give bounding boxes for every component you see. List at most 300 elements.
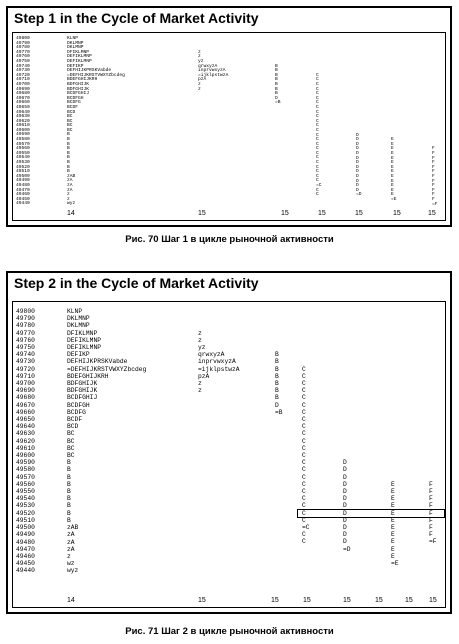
- tpo-letters: F: [432, 146, 435, 152]
- figure-caption: Рис. 70 Шаг 1 в цикле рыночной активности: [125, 234, 334, 245]
- tpo-letters: C: [316, 137, 319, 143]
- tpo-letters: z: [198, 329, 202, 337]
- tpo-letters: B: [67, 150, 70, 156]
- tpo-column: [343, 459, 351, 553]
- price-level: 49530: [16, 160, 30, 166]
- tpo-letters: BCDFGHIJ: [67, 394, 98, 402]
- tpo-letters: z: [198, 49, 201, 55]
- tpo-letters: C: [316, 146, 319, 152]
- tpo-letters: D: [356, 132, 359, 138]
- tpo-letters: BCDFGH: [67, 401, 90, 409]
- price-level: 49550: [16, 488, 35, 496]
- tpo-column: [391, 138, 397, 202]
- price-level: 49670: [16, 95, 30, 101]
- price-level: 49640: [16, 109, 30, 115]
- tpo-letters: E: [391, 183, 394, 189]
- tpo-letters: C: [302, 437, 306, 445]
- tpo-letters: E: [391, 146, 394, 152]
- tpo-letters: BC: [67, 444, 75, 452]
- tpo-letters: BC: [67, 430, 75, 438]
- tpo-letters: E: [391, 169, 394, 175]
- tpo-letters: DEFIKP: [67, 351, 90, 359]
- tpo-letters: BCDF: [67, 104, 79, 110]
- tpo-letters: F: [432, 155, 435, 161]
- tpo-letters: BDFGHIJK: [67, 387, 98, 395]
- tpo-letters: C: [316, 77, 319, 83]
- tpo-letters: F: [432, 173, 435, 179]
- tpo-letters: D: [356, 187, 359, 193]
- tpo-letters: BC: [67, 127, 73, 133]
- tpo-letters: =B: [275, 100, 281, 106]
- tpo-letters: =DEFHIJKRSTVWXYZbcdeg: [67, 365, 147, 373]
- price-level: 49780: [16, 322, 35, 330]
- price-level: 49650: [16, 104, 30, 110]
- tpo-letters: B: [275, 81, 278, 87]
- tpo-letters: KLNP: [67, 308, 83, 315]
- price-level: 49690: [16, 387, 35, 395]
- time-label: 15: [355, 210, 363, 217]
- price-level: 49720: [16, 365, 35, 373]
- price-level: 49710: [16, 372, 35, 380]
- price-level: 49600: [16, 127, 30, 133]
- time-axis-labels: [13, 210, 445, 219]
- tpo-letters: wz: [67, 560, 75, 568]
- tpo-letters: B: [67, 488, 71, 496]
- tpo-letters: C: [316, 155, 319, 161]
- tpo-letters: B: [275, 351, 279, 359]
- tpo-letters: D: [275, 95, 278, 101]
- tpo-letters: C: [316, 141, 319, 147]
- price-level: 49590: [16, 132, 30, 138]
- tpo-letters: BC: [67, 123, 73, 129]
- price-level: 49440: [16, 201, 30, 207]
- price-level: 49540: [16, 495, 35, 503]
- price-level: 49560: [16, 480, 35, 488]
- tpo-letters: BCDF: [67, 416, 83, 424]
- tpo-letters: C: [316, 91, 319, 97]
- tpo-letters: BC: [67, 118, 73, 124]
- tpo-letters: BCDFGH: [67, 95, 84, 101]
- tpo-letters: D: [275, 401, 279, 409]
- tpo-letters: z: [198, 380, 202, 388]
- tpo-letters: C: [316, 81, 319, 87]
- tpo-letters: D: [356, 141, 359, 147]
- tpo-letters: D: [356, 155, 359, 161]
- price-level: 49480: [16, 183, 30, 188]
- market-profile-chart: [12, 32, 446, 221]
- tpo-letters: E: [391, 178, 394, 184]
- tpo-letters: wyz: [67, 201, 76, 207]
- tpo-letters: E: [391, 509, 395, 517]
- time-label: 15: [429, 597, 437, 604]
- tpo-letters: DEFIKP: [67, 63, 84, 69]
- price-level: 49580: [16, 137, 30, 143]
- tpo-letters: F: [429, 516, 433, 524]
- tpo-letters: F: [432, 196, 435, 202]
- tpo-letters: C: [316, 173, 319, 179]
- time-label: 15: [198, 210, 206, 217]
- tpo-letters: E: [391, 155, 394, 161]
- price-level: 49790: [16, 40, 30, 46]
- tpo-letters: pzA: [198, 77, 207, 83]
- tpo-letters: =F: [432, 201, 438, 207]
- tpo-letters: B: [67, 146, 70, 152]
- tpo-letters: BDFGHIJK: [67, 380, 98, 388]
- tpo-letters: C: [316, 114, 319, 120]
- tpo-letters: BDEFGHIJKRH: [67, 77, 98, 83]
- tpo-letters: D: [343, 509, 347, 517]
- tpo-letters: F: [429, 509, 433, 517]
- price-level: 49440: [16, 567, 35, 575]
- tpo-letters: C: [302, 531, 306, 539]
- price-level: 49750: [16, 58, 30, 64]
- tpo-letters: E: [391, 150, 394, 156]
- tpo-letters: z: [67, 196, 70, 202]
- price-level: 49630: [16, 114, 30, 120]
- tpo-letters: C: [302, 459, 306, 467]
- price-level: 49580: [16, 466, 35, 474]
- tpo-letters: D: [356, 137, 359, 143]
- tpo-letters: DEFIKLMNP: [67, 54, 92, 60]
- price-level: 49510: [16, 169, 30, 175]
- time-label: 15: [375, 597, 383, 604]
- tpo-letters: B: [275, 77, 278, 83]
- tpo-letters: D: [343, 516, 347, 524]
- tpo-letters: =D: [343, 545, 351, 553]
- tpo-letters: F: [432, 160, 435, 166]
- tpo-letters: C: [302, 444, 306, 452]
- price-level: 49730: [16, 68, 30, 74]
- price-level: 49630: [16, 430, 35, 438]
- price-level: 49450: [16, 196, 30, 202]
- tpo-letters: C: [302, 387, 306, 395]
- tpo-letters: DFIKLMNP: [67, 49, 90, 55]
- tpo-letters: B: [67, 141, 70, 147]
- tpo-letters: F: [432, 192, 435, 198]
- figure-title: Step 1 in the Cycle of Market Activity: [14, 10, 259, 26]
- tpo-letters: B: [275, 358, 279, 366]
- tpo-column: [316, 74, 322, 198]
- tpo-letters: C: [302, 452, 306, 460]
- tpo-letters: zA: [67, 531, 75, 539]
- time-label: 15: [318, 210, 326, 217]
- highlight-box: [297, 509, 445, 518]
- price-level: 49700: [16, 81, 30, 87]
- tpo-column: [198, 330, 240, 395]
- time-label: 15: [343, 597, 351, 604]
- tpo-letters: D: [343, 538, 347, 546]
- tpo-letters: F: [429, 502, 433, 510]
- tpo-letters: E: [391, 516, 395, 524]
- tpo-letters: zA: [67, 545, 75, 553]
- tpo-letters: E: [391, 495, 395, 503]
- price-level: 49790: [16, 315, 35, 323]
- tpo-letters: C: [302, 509, 306, 517]
- price-level: 49520: [16, 509, 35, 517]
- tpo-letters: B: [67, 132, 70, 138]
- tpo-letters: zAB: [67, 173, 76, 179]
- tpo-letters: B: [275, 91, 278, 97]
- price-level: 49720: [16, 72, 30, 78]
- price-level: 49680: [16, 91, 30, 97]
- tpo-letters: =D: [356, 192, 362, 198]
- price-level: 49520: [16, 164, 30, 170]
- tpo-letters: C: [302, 495, 306, 503]
- time-label: 15: [271, 597, 279, 604]
- tpo-letters: DKLMNP: [67, 45, 84, 51]
- tpo-letters: B: [67, 160, 70, 166]
- tpo-letters: B: [67, 473, 71, 481]
- price-level: 49770: [16, 49, 30, 55]
- tpo-letters: C: [316, 178, 319, 184]
- tpo-letters: inprvwxyzA: [198, 358, 236, 366]
- tpo-letters: F: [432, 150, 435, 156]
- tpo-letters: E: [391, 164, 394, 170]
- price-level: 49530: [16, 502, 35, 510]
- tpo-letters: C: [302, 480, 306, 488]
- price-level: 49620: [16, 118, 30, 124]
- tpo-letters: E: [391, 488, 395, 495]
- tpo-letters: C: [302, 538, 306, 546]
- tpo-letters: C: [302, 516, 306, 524]
- price-column: [16, 37, 30, 207]
- price-level: 49480: [16, 538, 35, 546]
- tpo-letters: B: [67, 502, 71, 510]
- price-level: 49450: [16, 560, 35, 568]
- tpo-letters: E: [391, 192, 394, 198]
- tpo-letters: zA: [67, 183, 73, 188]
- tpo-letters: E: [391, 502, 395, 510]
- tpo-letters: C: [316, 123, 319, 129]
- tpo-letters: D: [343, 502, 347, 510]
- tpo-letters: D: [343, 488, 347, 495]
- tpo-letters: DEFIKLMNP: [67, 58, 92, 64]
- tpo-letters: D: [343, 495, 347, 503]
- price-level: 49650: [16, 416, 35, 424]
- tpo-letters: zA: [67, 178, 73, 184]
- tpo-letters: DKLMNP: [67, 40, 84, 46]
- tpo-letters: D: [343, 480, 347, 488]
- tpo-letters: BDFGHIJK: [67, 86, 90, 92]
- tpo-letters: B: [67, 509, 71, 517]
- price-level: 49470: [16, 545, 35, 553]
- price-level: 49710: [16, 77, 30, 83]
- tpo-letters: C: [316, 150, 319, 156]
- tpo-letters: B: [67, 466, 71, 474]
- tpo-letters: =B: [275, 408, 283, 416]
- tpo-letters: DEFHIJKPRSKVabde: [67, 358, 128, 366]
- price-level: 49760: [16, 54, 30, 60]
- tpo-letters: =E: [391, 560, 399, 568]
- time-axis-labels: [13, 597, 445, 606]
- tpo-letters: C: [302, 372, 306, 380]
- tpo-letters: E: [391, 137, 394, 143]
- tpo-letters: =F: [429, 538, 437, 546]
- price-level: 49570: [16, 141, 30, 147]
- tpo-letters: B: [67, 164, 70, 170]
- tpo-column: [432, 147, 438, 207]
- tpo-letters: BC: [67, 437, 75, 445]
- tpo-letters: D: [343, 531, 347, 539]
- tpo-letters: E: [391, 538, 395, 546]
- tpo-letters: C: [316, 187, 319, 193]
- tpo-letters: =ijklpstwzA: [198, 72, 229, 78]
- tpo-letters: E: [391, 141, 394, 147]
- price-level: 49770: [16, 329, 35, 337]
- time-label: 15: [281, 210, 289, 217]
- price-level: 49660: [16, 100, 30, 106]
- tpo-column: [67, 37, 125, 207]
- tpo-letters: B: [67, 459, 71, 467]
- tpo-letters: yz: [198, 58, 204, 64]
- price-level: 49780: [16, 45, 30, 51]
- tpo-letters: =E: [391, 196, 397, 202]
- tpo-letters: BCD: [67, 109, 76, 115]
- tpo-letters: =C: [302, 524, 310, 532]
- tpo-letters: F: [429, 524, 433, 532]
- tpo-letters: C: [316, 100, 319, 106]
- price-level: 49500: [16, 173, 30, 179]
- tpo-letters: B: [275, 394, 279, 402]
- tpo-letters: C: [316, 72, 319, 78]
- price-level: 49620: [16, 437, 35, 445]
- tpo-letters: inprvwxyzA: [198, 68, 226, 74]
- tpo-letters: z: [67, 192, 70, 198]
- tpo-letters: BC: [67, 114, 73, 120]
- price-level: 49510: [16, 516, 35, 524]
- tpo-letters: E: [391, 480, 395, 488]
- tpo-letters: C: [316, 169, 319, 175]
- tpo-letters: z: [198, 336, 202, 344]
- tpo-letters: z: [198, 86, 201, 92]
- tpo-letters: B: [67, 516, 71, 524]
- price-level: 49540: [16, 155, 30, 161]
- market-profile-chart: [12, 301, 446, 608]
- tpo-letters: pzA: [198, 372, 210, 380]
- tpo-letters: B: [67, 137, 70, 143]
- tpo-letters: qrwxyzA: [198, 351, 225, 359]
- tpo-letters: E: [391, 545, 395, 553]
- tpo-letters: DFIKLMNP: [67, 329, 98, 337]
- tpo-letters: C: [316, 127, 319, 133]
- time-label: 15: [393, 210, 401, 217]
- price-level: 49490: [16, 178, 30, 184]
- tpo-letters: F: [432, 169, 435, 175]
- tpo-letters: C: [302, 408, 306, 416]
- tpo-letters: DKLMNP: [67, 315, 90, 323]
- price-level: 49610: [16, 123, 30, 129]
- tpo-letters: =C: [316, 183, 322, 189]
- tpo-letters: D: [356, 173, 359, 179]
- price-level: 49490: [16, 531, 35, 539]
- tpo-letters: C: [316, 109, 319, 115]
- price-level: 49670: [16, 401, 35, 409]
- tpo-column: [302, 366, 310, 546]
- price-level: 49460: [16, 552, 35, 560]
- tpo-letters: E: [391, 524, 395, 532]
- tpo-letters: D: [356, 183, 359, 189]
- price-level: 49590: [16, 459, 35, 467]
- tpo-letters: E: [391, 160, 394, 166]
- tpo-letters: wyz: [67, 567, 79, 575]
- tpo-letters: BDFGHIJK: [67, 81, 90, 87]
- price-level: 49610: [16, 444, 35, 452]
- tpo-letters: D: [356, 160, 359, 166]
- price-level: 49740: [16, 351, 35, 359]
- price-level: 49750: [16, 344, 35, 352]
- tpo-letters: C: [302, 401, 306, 409]
- figure-step-1: [6, 6, 452, 227]
- tpo-letters: zA: [67, 187, 73, 193]
- tpo-letters: C: [302, 423, 306, 431]
- tpo-column: [67, 308, 146, 575]
- tpo-letters: B: [275, 380, 279, 387]
- tpo-letters: BCDFG: [67, 100, 81, 106]
- tpo-letters: C: [302, 394, 306, 402]
- tpo-column: [391, 481, 399, 567]
- tpo-letters: D: [343, 459, 347, 467]
- tpo-letters: D: [356, 150, 359, 156]
- tpo-letters: D: [356, 164, 359, 170]
- tpo-letters: D: [343, 473, 347, 481]
- tpo-letters: D: [356, 146, 359, 152]
- tpo-letters: z: [198, 54, 201, 60]
- tpo-letters: B: [275, 63, 278, 69]
- tpo-letters: F: [432, 164, 435, 170]
- price-level: 49700: [16, 380, 35, 388]
- tpo-letters: C: [316, 86, 319, 92]
- tpo-letters: C: [316, 104, 319, 110]
- time-label: 15: [198, 597, 206, 604]
- price-level: 49760: [16, 336, 35, 344]
- tpo-letters: C: [302, 416, 306, 424]
- price-level: 49740: [16, 63, 30, 69]
- tpo-letters: BCD: [67, 423, 79, 431]
- tpo-letters: zAB: [67, 524, 79, 532]
- price-level: 49500: [16, 524, 35, 532]
- tpo-letters: BCDFG: [67, 408, 86, 416]
- tpo-letters: C: [302, 466, 306, 474]
- tpo-letters: C: [316, 118, 319, 124]
- tpo-letters: C: [302, 380, 306, 387]
- tpo-letters: DKLMNP: [67, 322, 90, 330]
- tpo-column: [275, 65, 281, 106]
- tpo-letters: KLNP: [67, 36, 79, 41]
- tpo-column: [198, 51, 228, 92]
- tpo-letters: BCDFGHIJ: [67, 91, 90, 97]
- tpo-letters: BC: [67, 452, 75, 460]
- price-level: 49560: [16, 146, 30, 152]
- tpo-letters: DEFIKLMNP: [67, 344, 102, 352]
- tpo-letters: C: [302, 430, 306, 438]
- figure-caption: Рис. 71 Шаг 2 в цикле рыночной активности: [125, 626, 334, 637]
- tpo-letters: B: [67, 155, 70, 161]
- price-level: 49690: [16, 86, 30, 92]
- tpo-letters: B: [275, 86, 278, 92]
- tpo-letters: C: [316, 95, 319, 101]
- time-label: 14: [67, 210, 75, 217]
- tpo-letters: C: [302, 365, 306, 373]
- time-label: 14: [67, 597, 75, 604]
- tpo-letters: BDEFGHIJKRH: [67, 372, 109, 380]
- tpo-letters: C: [316, 192, 319, 198]
- tpo-column: [275, 351, 283, 416]
- tpo-letters: D: [356, 169, 359, 175]
- tpo-letters: F: [432, 178, 435, 184]
- tpo-letters: B: [67, 480, 71, 488]
- price-level: 49640: [16, 423, 35, 431]
- tpo-letters: B: [275, 68, 278, 74]
